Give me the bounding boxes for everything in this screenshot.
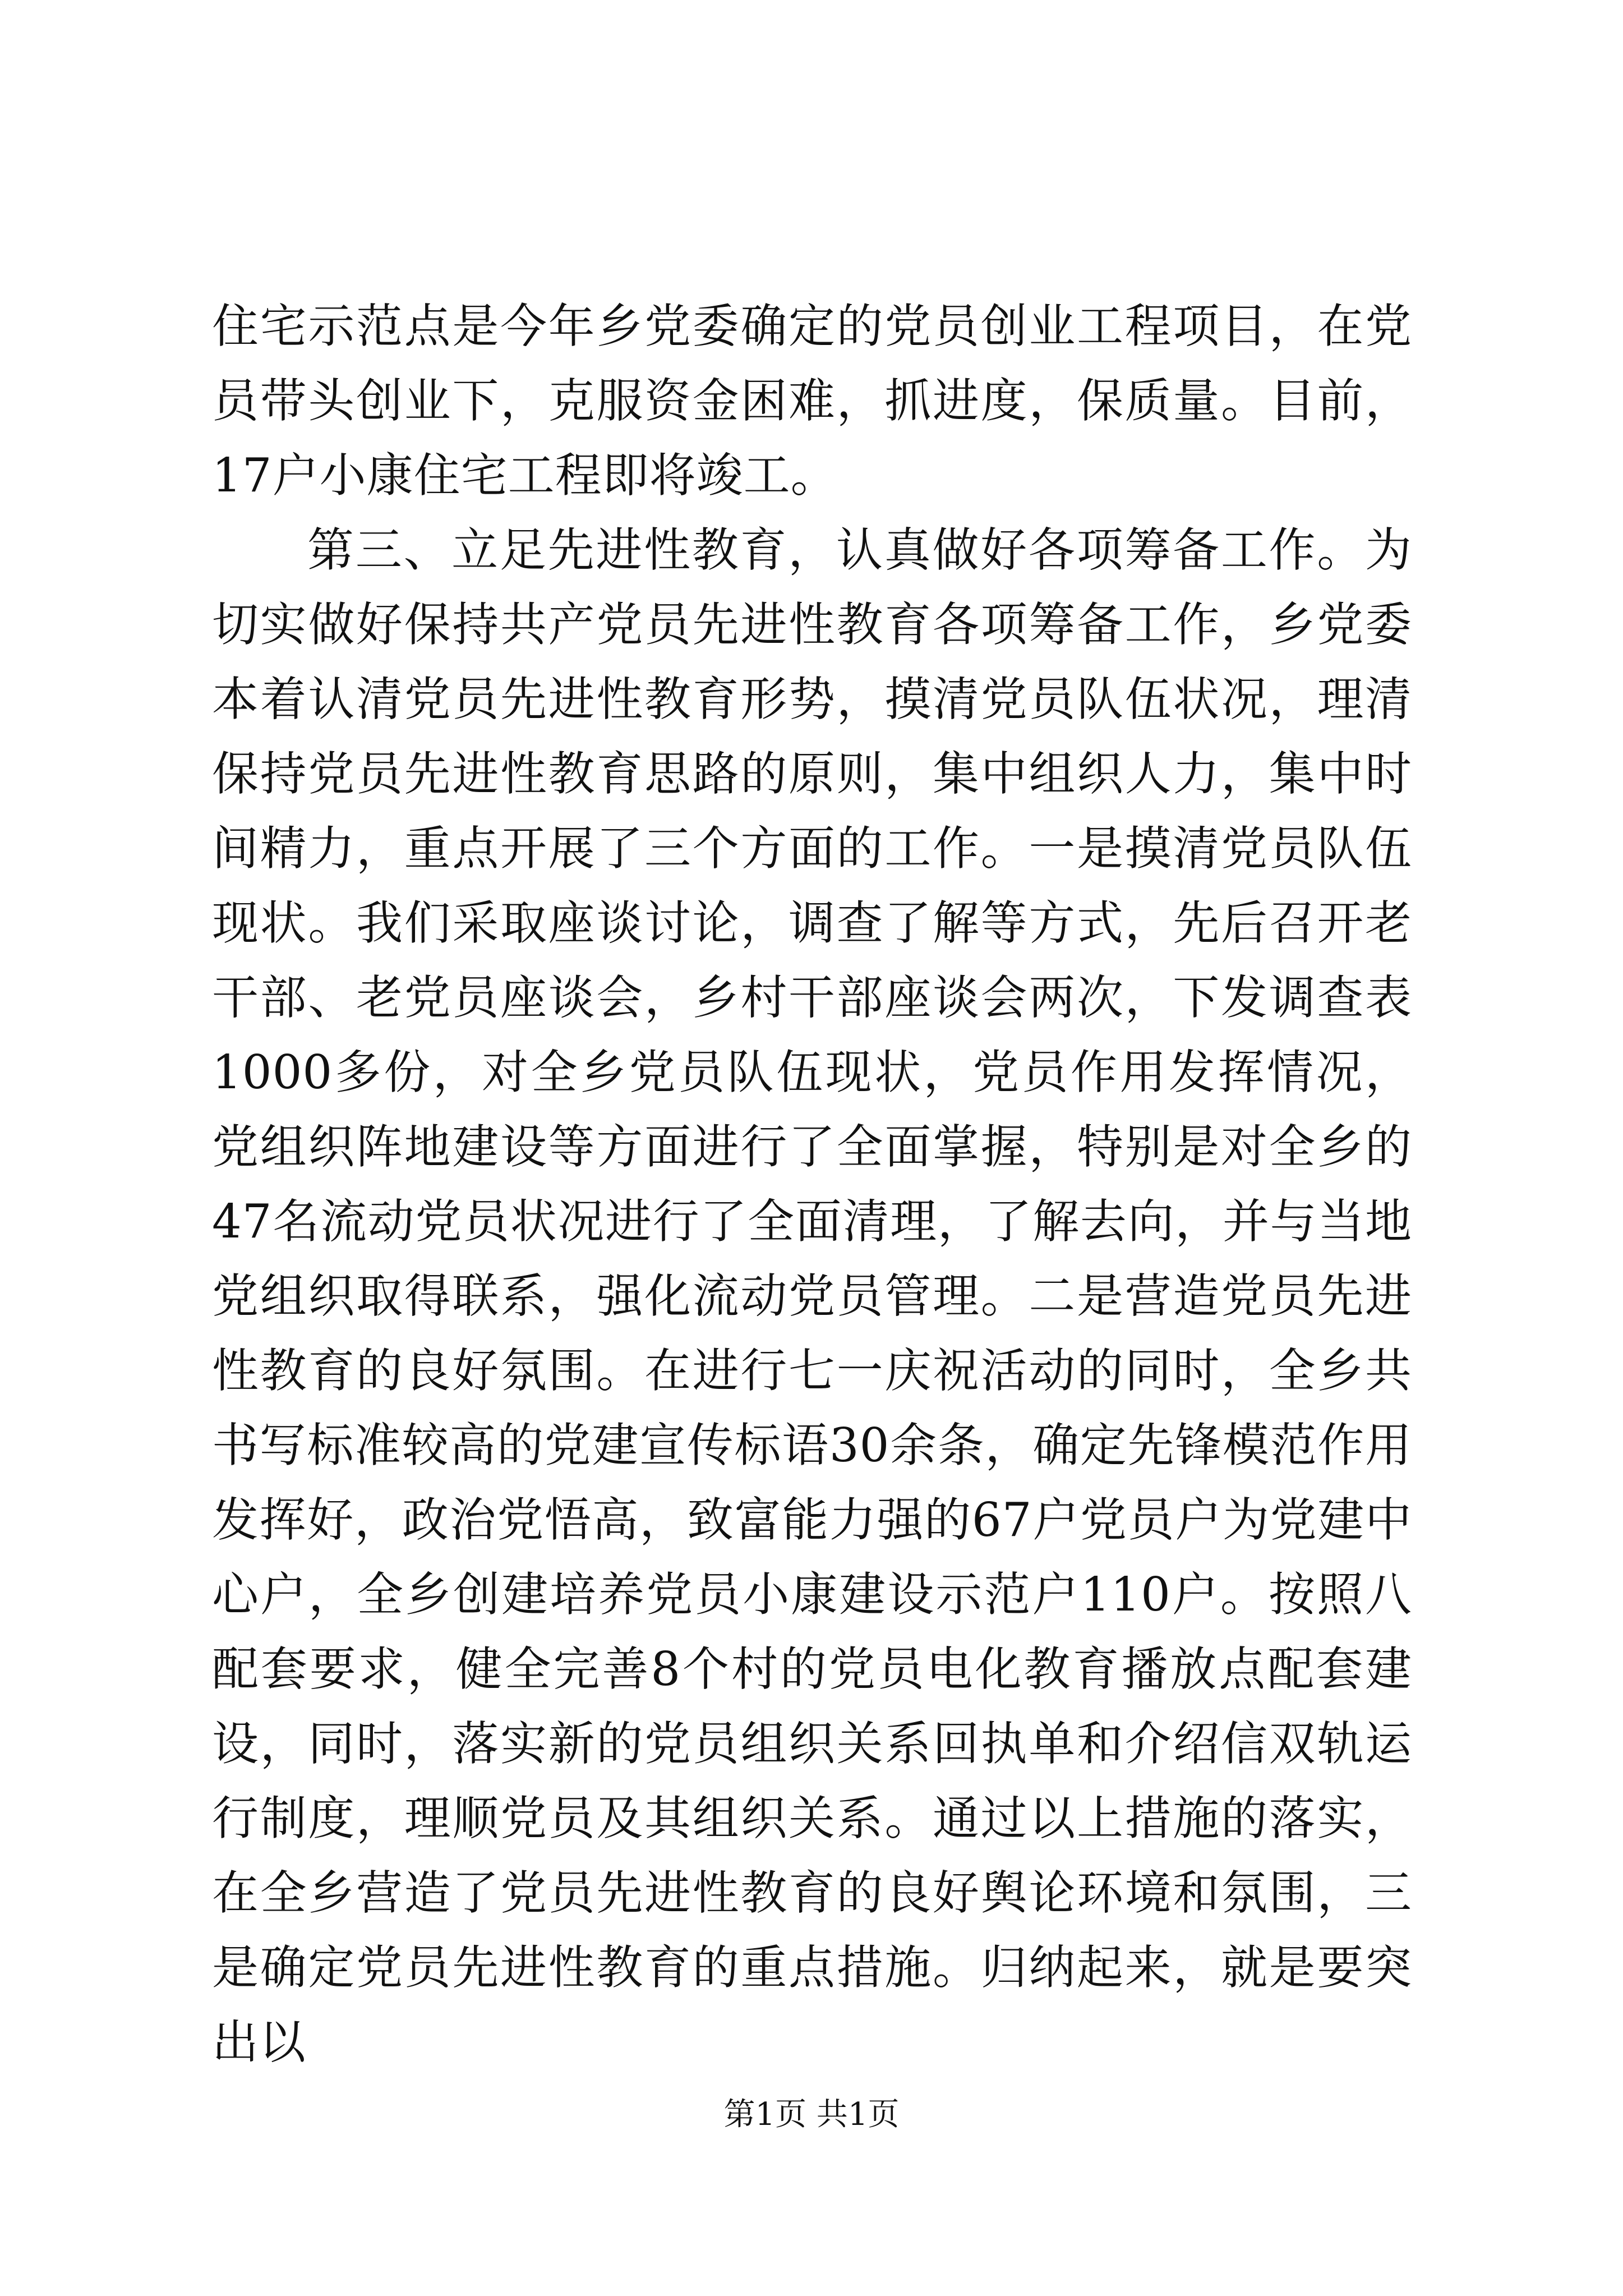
page-footer: 第1页 共1页	[723, 2096, 900, 2133]
paragraph-1: 住宅示范点是今年乡党委确定的党员创业工程项目，在党员带头创业下，克服资金困难，抓进度，保质量。目前，17户小康住宅工程即将竣工。	[212, 299, 1412, 503]
paragraph-2: 第三、立足先进性教育，认真做好各项筹备工作。为切实做好保持共产党员先进性教育各项筹备工作，乡党委本着认清党员先进性教育形势，摸清党员队伍状况，理清保持党员先进性教育思路的原则，集中组织人力，集中时间精力，重点开展了三个方面的工作。一是摸清党员队伍现状。我们采取座谈讨论，调查了解等方式，先后召开老干部、老党员座谈会，乡村干部座谈会两次，下发调查表1000多份，对全乡党员队伍现状，党员作用发挥情况，党组织阵地建设等方面进行了全面掌握，特别是对全乡的47名流动党员状况进行了全面清理，了解去向，并与当地党组织取得联系，强化流动党员管理。二是营造党员先进性教育的良好氛围。在进行七一庆祝活动的同时，全乡共书写标准较高的党建宣传标语30余条，确定先锋模范作用发挥好，政治党悟高，致富能力强的67户党员户为党建中心户，全乡创建培养党员小康建设示范户110户。按照八配套要求，健全完善8个村的党员电化教育播放点配套建设，同时，落实新的党员组织关系回执单和介绍信双轨运行制度，理顺党员及其组织关系。通过以上措施的落实，在全乡营造了党员先进性教育的良好舆论环境和氛围，三是确定党员先进性教育的重点措施。归纳起来，就是要突出以	[212, 523, 1412, 2069]
document-body	[212, 289, 1412, 2079]
